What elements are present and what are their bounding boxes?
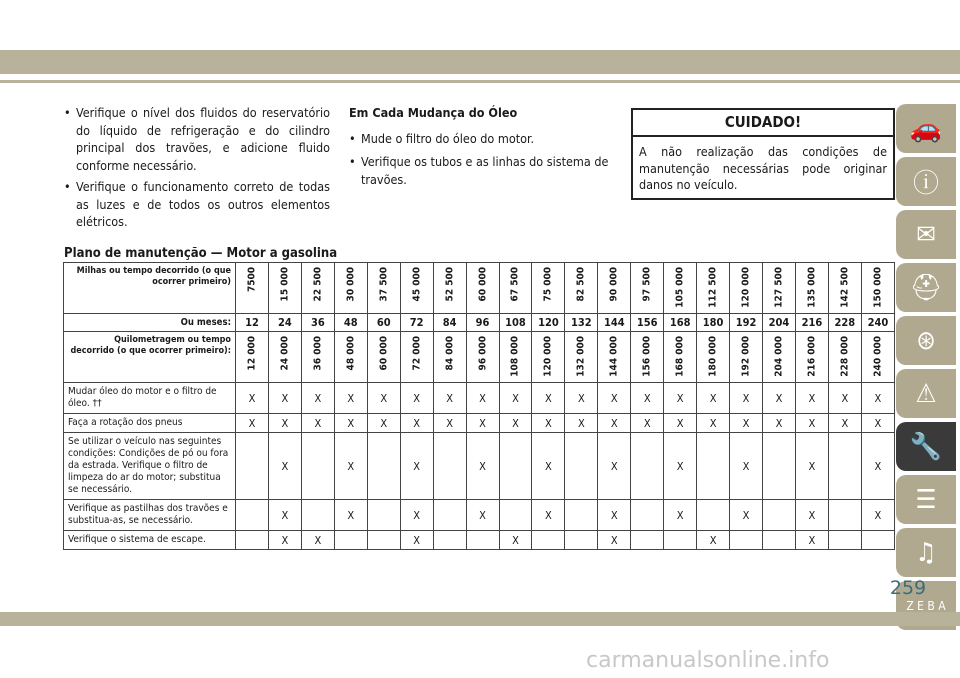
mark-cell: X bbox=[433, 414, 466, 433]
mark-cell bbox=[433, 500, 466, 531]
mark-cell: X bbox=[828, 414, 861, 433]
month-cell: 48 bbox=[334, 314, 367, 332]
interval-cell bbox=[664, 332, 697, 383]
mark-cell: X bbox=[532, 433, 565, 500]
mark-cell bbox=[565, 531, 598, 550]
interval-cell bbox=[828, 263, 861, 314]
interval-cell bbox=[236, 332, 269, 383]
interval-value: 67 500 bbox=[509, 267, 521, 302]
mark-cell: X bbox=[334, 500, 367, 531]
interval-cell bbox=[334, 332, 367, 383]
table-row bbox=[64, 433, 895, 500]
mark-cell bbox=[565, 500, 598, 531]
mark-cell bbox=[565, 433, 598, 500]
mark-cell: X bbox=[697, 414, 730, 433]
bullet-icon: • bbox=[64, 105, 71, 120]
mark-cell bbox=[301, 433, 334, 500]
month-cell: 108 bbox=[499, 314, 532, 332]
interval-value: 37 500 bbox=[378, 267, 390, 302]
mark-cell: X bbox=[565, 383, 598, 414]
month-cell: 132 bbox=[565, 314, 598, 332]
mark-cell: X bbox=[466, 414, 499, 433]
interval-cell bbox=[400, 263, 433, 314]
caution-text: A não realização das condições de manutenção necessárias pode originar danos no veículo. bbox=[639, 144, 887, 192]
interval-cell bbox=[367, 263, 400, 314]
mark-cell: X bbox=[268, 433, 301, 500]
task-label: Verifique o sistema de escape. bbox=[64, 531, 236, 550]
interval-value: 240 000 bbox=[872, 336, 884, 377]
mark-cell bbox=[631, 531, 664, 550]
month-cell: 96 bbox=[466, 314, 499, 332]
row-header: Milhas ou tempo decorrido (o que ocorrer primeiro) bbox=[64, 263, 236, 314]
mark-cell: X bbox=[334, 414, 367, 433]
mark-cell bbox=[697, 500, 730, 531]
steering-wheel-icon[interactable]: ⊛ bbox=[896, 316, 956, 365]
mark-cell bbox=[367, 531, 400, 550]
interval-value: 60 000 bbox=[477, 267, 489, 302]
mark-cell bbox=[236, 531, 269, 550]
mark-cell: X bbox=[795, 383, 828, 414]
mark-cell: X bbox=[367, 383, 400, 414]
month-cell: 240 bbox=[861, 314, 894, 332]
month-cell: 216 bbox=[795, 314, 828, 332]
interval-value: 75 000 bbox=[542, 267, 554, 302]
mark-cell: X bbox=[236, 414, 269, 433]
mark-cell: X bbox=[532, 500, 565, 531]
maintenance-table bbox=[63, 262, 895, 550]
interval-value: 192 000 bbox=[740, 336, 752, 377]
header-line bbox=[0, 80, 960, 83]
mark-cell: X bbox=[730, 500, 763, 531]
interval-cell bbox=[565, 263, 598, 314]
bullet-text: Verifique os tubos e as linhas do sistema de travões. bbox=[361, 154, 609, 187]
mark-cell: X bbox=[532, 414, 565, 433]
mark-cell bbox=[301, 500, 334, 531]
mark-cell bbox=[433, 531, 466, 550]
emergency-triangle-icon[interactable]: ⚠ bbox=[896, 369, 956, 418]
mark-cell: X bbox=[532, 383, 565, 414]
task-label: Verifique as pastilhas dos travões e substitua-as, se necessário. bbox=[64, 500, 236, 531]
interval-cell bbox=[730, 332, 763, 383]
bullet-item bbox=[349, 130, 619, 148]
month-cell: 144 bbox=[598, 314, 631, 332]
mark-cell: X bbox=[730, 414, 763, 433]
interval-cell bbox=[631, 332, 664, 383]
car-service-icon[interactable]: 🔧 bbox=[896, 422, 956, 471]
watermark: carmanualsonline.info bbox=[586, 648, 830, 673]
task-label: Se utilizar o veículo nas seguintes condições: Condições de pó ou fora da estrada. Verifique o filtro de limpeza do ar do motor; substitua se necessário. bbox=[64, 433, 236, 500]
month-cell: 228 bbox=[828, 314, 861, 332]
mark-cell: X bbox=[400, 383, 433, 414]
interval-value: 132 000 bbox=[575, 336, 587, 377]
interval-value: 105 000 bbox=[674, 267, 686, 308]
interval-value: 144 000 bbox=[608, 336, 620, 377]
mark-cell bbox=[532, 531, 565, 550]
month-cell: 60 bbox=[367, 314, 400, 332]
month-cell: 180 bbox=[697, 314, 730, 332]
bullet-icon: • bbox=[349, 154, 356, 169]
mark-cell: X bbox=[795, 433, 828, 500]
interval-cell bbox=[400, 332, 433, 383]
interval-value: 120 000 bbox=[542, 336, 554, 377]
mark-cell: X bbox=[301, 414, 334, 433]
bullet-text: Mude o filtro do óleo do motor. bbox=[361, 130, 535, 146]
bullet-item bbox=[64, 178, 330, 231]
interval-value: 82 500 bbox=[575, 267, 587, 302]
mark-cell bbox=[828, 433, 861, 500]
interval-cell bbox=[861, 263, 894, 314]
mark-cell: X bbox=[664, 433, 697, 500]
interval-cell bbox=[697, 263, 730, 314]
caution-title: CUIDADO! bbox=[633, 110, 893, 137]
mark-cell: X bbox=[861, 383, 894, 414]
header-band bbox=[0, 50, 960, 74]
interval-cell bbox=[367, 332, 400, 383]
interval-value: 90 000 bbox=[608, 267, 620, 302]
interval-value: 36 000 bbox=[312, 336, 324, 371]
mark-cell: X bbox=[795, 531, 828, 550]
warning-lights-icon[interactable]: ✉ bbox=[896, 210, 956, 259]
interval-cell bbox=[730, 263, 763, 314]
car-info-icon[interactable]: ⓘ bbox=[896, 157, 956, 206]
interval-cell bbox=[631, 263, 664, 314]
mark-cell: X bbox=[268, 531, 301, 550]
mark-cell bbox=[861, 531, 894, 550]
interval-value: 156 000 bbox=[641, 336, 653, 377]
mark-cell: X bbox=[631, 414, 664, 433]
interval-value: 142 500 bbox=[839, 267, 851, 308]
interval-value: 135 000 bbox=[806, 267, 818, 308]
mark-cell: X bbox=[598, 383, 631, 414]
mark-cell: X bbox=[664, 500, 697, 531]
interval-value: 150 000 bbox=[872, 267, 884, 308]
mark-cell bbox=[763, 531, 796, 550]
month-cell: 156 bbox=[631, 314, 664, 332]
oil-change-heading: Em Cada Mudança do Óleo bbox=[349, 105, 518, 120]
mark-cell: X bbox=[466, 433, 499, 500]
interval-cell bbox=[301, 263, 334, 314]
interval-cell bbox=[565, 332, 598, 383]
interval-value: 22 500 bbox=[312, 267, 324, 302]
interval-cell bbox=[598, 332, 631, 383]
bullet-icon: • bbox=[64, 179, 71, 194]
interval-cell bbox=[466, 332, 499, 383]
interval-value: 204 000 bbox=[773, 336, 785, 377]
interval-cell bbox=[795, 263, 828, 314]
interval-value: 15 000 bbox=[279, 267, 291, 302]
mark-cell: X bbox=[499, 414, 532, 433]
bullet-item bbox=[349, 153, 619, 188]
mark-cell: X bbox=[861, 500, 894, 531]
mark-cell: X bbox=[400, 433, 433, 500]
table-row bbox=[64, 414, 895, 433]
month-cell: 36 bbox=[301, 314, 334, 332]
interval-cell bbox=[532, 332, 565, 383]
mark-cell bbox=[631, 433, 664, 500]
interval-cell bbox=[334, 263, 367, 314]
mark-cell bbox=[367, 500, 400, 531]
mark-cell bbox=[697, 433, 730, 500]
interval-cell bbox=[861, 332, 894, 383]
interval-value: 120 000 bbox=[740, 267, 752, 308]
mark-cell bbox=[466, 531, 499, 550]
mark-cell: X bbox=[861, 414, 894, 433]
mark-cell bbox=[334, 531, 367, 550]
mark-cell bbox=[763, 433, 796, 500]
interval-value: 30 000 bbox=[345, 267, 357, 302]
interval-value: 112 500 bbox=[707, 267, 719, 308]
mark-cell: X bbox=[334, 433, 367, 500]
mark-cell: X bbox=[499, 531, 532, 550]
mark-cell bbox=[236, 500, 269, 531]
mark-cell: X bbox=[697, 383, 730, 414]
interval-cell bbox=[664, 263, 697, 314]
interval-value: 45 000 bbox=[411, 267, 423, 302]
page-number: 259 bbox=[889, 577, 927, 599]
month-cell: 204 bbox=[763, 314, 796, 332]
interval-cell bbox=[697, 332, 730, 383]
mark-cell: X bbox=[598, 414, 631, 433]
mark-cell bbox=[433, 433, 466, 500]
mark-cell bbox=[631, 500, 664, 531]
interval-cell bbox=[499, 332, 532, 383]
month-cell: 84 bbox=[433, 314, 466, 332]
interval-cell bbox=[301, 332, 334, 383]
mark-cell: X bbox=[861, 433, 894, 500]
mark-cell: X bbox=[795, 500, 828, 531]
mark-cell: X bbox=[236, 383, 269, 414]
interval-cell bbox=[433, 332, 466, 383]
interval-value: 97 500 bbox=[641, 267, 653, 302]
month-cell: 12 bbox=[236, 314, 269, 332]
caution-box bbox=[631, 108, 895, 200]
mark-cell: X bbox=[763, 383, 796, 414]
mark-cell bbox=[763, 500, 796, 531]
interval-value: 24 000 bbox=[279, 336, 291, 371]
interval-cell bbox=[236, 263, 269, 314]
section-title: Plano de manutenção — Motor a gasolina bbox=[64, 246, 338, 261]
table-row bbox=[64, 383, 895, 414]
interval-value: 127 500 bbox=[773, 267, 785, 308]
km-row bbox=[64, 332, 895, 383]
mark-cell: X bbox=[598, 433, 631, 500]
mark-cell: X bbox=[499, 383, 532, 414]
mark-cell: X bbox=[367, 414, 400, 433]
index-letters-icon[interactable]: Z E B A bbox=[896, 581, 956, 630]
interval-value: 108 000 bbox=[509, 336, 521, 377]
interval-value: 168 000 bbox=[674, 336, 686, 377]
interval-cell bbox=[466, 263, 499, 314]
mark-cell bbox=[730, 531, 763, 550]
mark-cell: X bbox=[730, 433, 763, 500]
bullet-item bbox=[64, 104, 330, 174]
mark-cell: X bbox=[400, 531, 433, 550]
row-header: Quilometragem ou tempo decorrido (o que ocorrer primeiro): bbox=[64, 332, 236, 383]
month-cell: 24 bbox=[268, 314, 301, 332]
mark-cell: X bbox=[664, 383, 697, 414]
left-column bbox=[64, 104, 330, 235]
bullet-text: Verifique o nível dos fluidos do reservatório do líquido de refrigeração e do cilindro principal dos travões, e adicione fluido conforme necessário. bbox=[76, 105, 330, 173]
interval-value: 228 000 bbox=[839, 336, 851, 377]
car-warning-icon[interactable]: 🚗 bbox=[896, 104, 956, 153]
interval-value: 216 000 bbox=[806, 336, 818, 377]
interval-cell bbox=[433, 263, 466, 314]
interval-cell bbox=[268, 263, 301, 314]
interval-value: 12 000 bbox=[246, 336, 258, 371]
interval-cell bbox=[795, 332, 828, 383]
month-cell: 168 bbox=[664, 314, 697, 332]
spec-list-icon[interactable]: ☰ bbox=[896, 475, 956, 524]
mark-cell: X bbox=[697, 531, 730, 550]
mark-cell bbox=[236, 433, 269, 500]
mark-cell: X bbox=[598, 500, 631, 531]
mark-cell: X bbox=[301, 531, 334, 550]
mark-cell: X bbox=[795, 414, 828, 433]
row-header: Ou meses: bbox=[64, 314, 236, 332]
interval-cell bbox=[763, 332, 796, 383]
interval-cell bbox=[499, 263, 532, 314]
interval-cell bbox=[532, 263, 565, 314]
mark-cell bbox=[367, 433, 400, 500]
interval-value: 52 500 bbox=[444, 267, 456, 302]
interval-value: 72 000 bbox=[411, 336, 423, 371]
interval-value: 60 000 bbox=[378, 336, 390, 371]
middle-column bbox=[349, 104, 619, 194]
interval-value: 180 000 bbox=[707, 336, 719, 377]
mark-cell bbox=[828, 531, 861, 550]
mark-cell: X bbox=[268, 414, 301, 433]
task-label: Mudar óleo do motor e o filtro de óleo. †† bbox=[64, 383, 236, 414]
mark-cell: X bbox=[433, 383, 466, 414]
mark-cell: X bbox=[400, 414, 433, 433]
oil-change-list bbox=[349, 130, 619, 189]
mark-cell: X bbox=[763, 414, 796, 433]
mark-cell bbox=[828, 500, 861, 531]
mark-cell: X bbox=[631, 383, 664, 414]
mark-cell: X bbox=[598, 531, 631, 550]
mark-cell: X bbox=[268, 383, 301, 414]
audio-media-icon[interactable]: ♫ bbox=[896, 528, 956, 577]
table-row bbox=[64, 531, 895, 550]
mark-cell: X bbox=[466, 500, 499, 531]
mark-cell: X bbox=[565, 414, 598, 433]
bullet-text: Verifique o funcionamento correto de todas as luzes e de todos os outros elementos elétricos. bbox=[76, 179, 330, 229]
mark-cell: X bbox=[334, 383, 367, 414]
month-cell: 192 bbox=[730, 314, 763, 332]
interval-cell bbox=[763, 263, 796, 314]
mark-cell: X bbox=[664, 414, 697, 433]
mark-cell bbox=[499, 433, 532, 500]
interval-value: 7500 bbox=[246, 267, 258, 293]
mark-cell: X bbox=[268, 500, 301, 531]
mark-cell bbox=[499, 500, 532, 531]
mark-cell: X bbox=[466, 383, 499, 414]
task-label: Faça a rotação dos pneus bbox=[64, 414, 236, 433]
footer-band bbox=[0, 612, 960, 626]
months-row bbox=[64, 314, 895, 332]
interval-value: 84 000 bbox=[444, 336, 456, 371]
month-cell: 120 bbox=[532, 314, 565, 332]
interval-value: 48 000 bbox=[345, 336, 357, 371]
interval-cell bbox=[828, 332, 861, 383]
bullet-icon: • bbox=[349, 130, 356, 146]
mark-cell bbox=[664, 531, 697, 550]
mark-cell: X bbox=[301, 383, 334, 414]
mark-cell: X bbox=[400, 500, 433, 531]
seatbelt-airbag-icon[interactable]: ⛑ bbox=[896, 263, 956, 312]
interval-cell bbox=[268, 332, 301, 383]
interval-cell bbox=[598, 263, 631, 314]
mark-cell: X bbox=[730, 383, 763, 414]
table-row bbox=[64, 500, 895, 531]
month-cell: 72 bbox=[400, 314, 433, 332]
miles-row bbox=[64, 263, 895, 314]
mark-cell: X bbox=[828, 383, 861, 414]
interval-value: 96 000 bbox=[477, 336, 489, 371]
